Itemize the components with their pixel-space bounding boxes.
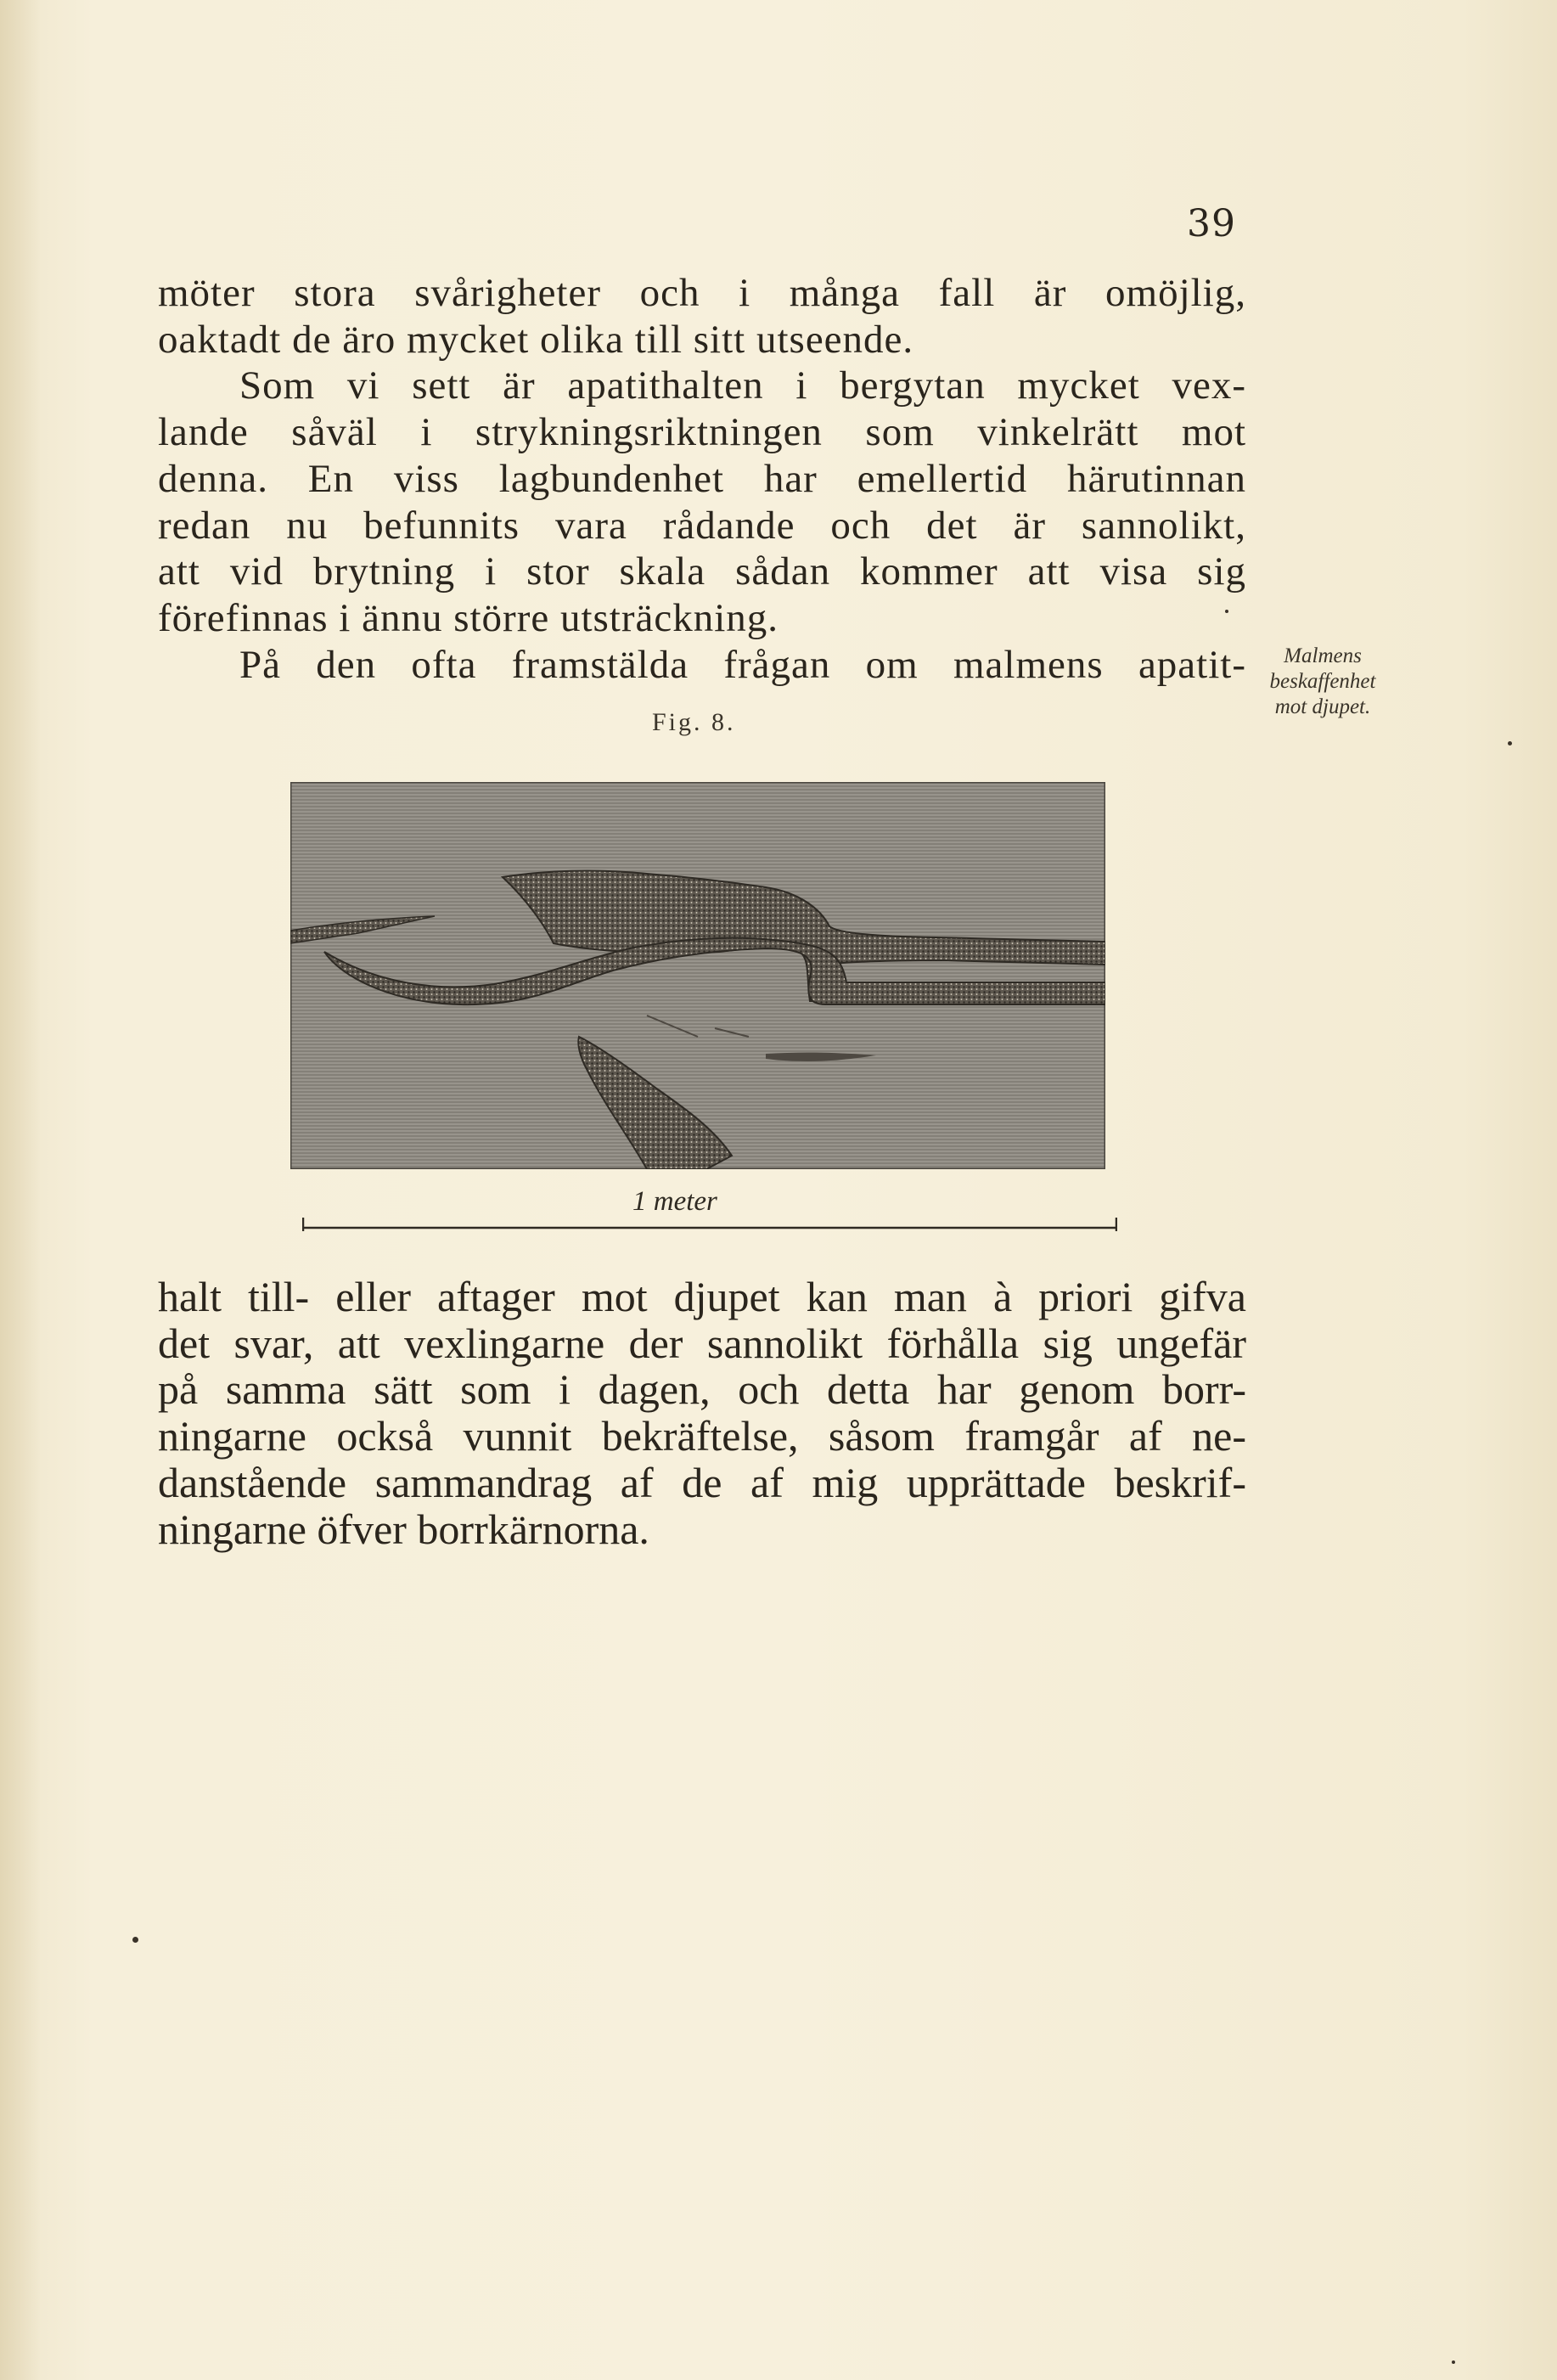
rock-face-figure <box>290 782 1105 1169</box>
text-line: ningarne också vunnit bekräftelse, såsom framgår af ne- <box>158 1412 1246 1460</box>
text-line: att vid brytning i stor skala sådan kommer att visa sig <box>158 549 1246 594</box>
margin-note <box>1244 644 1402 720</box>
page-left-edge-shadow <box>0 0 41 2380</box>
paragraph-top <box>158 270 1246 688</box>
rock-background <box>290 782 1105 1169</box>
scale-label: 1 meter <box>632 1186 717 1217</box>
text-line: ningarne öfver borrkärnorna. <box>158 1505 649 1553</box>
text-line: halt till- eller aftager mot djupet kan man à priori gifva <box>158 1273 1246 1320</box>
margin-note-line: mot djupet. <box>1274 695 1371 718</box>
paper-speck <box>1508 741 1512 746</box>
margin-note-line: beskaffenhet <box>1269 670 1376 693</box>
text-line: det svar, att vexlingarne der sannolikt förhålla sig ungefär <box>158 1319 1246 1367</box>
paragraph-bottom <box>158 1274 1246 1552</box>
text-line: Som vi sett är apatithalten i bergytan mycket vex- <box>239 363 1246 408</box>
text-line: lande såväl i strykningsriktningen som vinkelrätt mot <box>158 410 1246 455</box>
paper-speck <box>132 1937 138 1943</box>
page-number: 39 <box>1187 202 1236 245</box>
figure-caption: Fig. 8. <box>652 708 736 736</box>
text-line: På den ofta framstälda frågan om malmens apatit- <box>239 642 1246 687</box>
paper-speck <box>1452 2360 1455 2364</box>
text-line: möter stora svårigheter och i många fall är omöjlig, <box>158 271 1246 315</box>
text-line: redan nu befunnits vara rådande och det är sannolikt, <box>158 503 1246 548</box>
text-line: på samma sätt som i dagen, och detta har genom borr- <box>158 1365 1246 1414</box>
text-line: denna. En viss lagbundenhet har emellertid härutinnan <box>158 456 1246 501</box>
paper-speck <box>1225 610 1228 613</box>
margin-note-line: Malmens <box>1284 644 1362 667</box>
text-line: förefinnas i ännu större utsträckning. <box>158 595 779 640</box>
text-line: oaktadt de äro mycket olika till sitt utseende. <box>158 317 914 362</box>
text-line: danstående sammandrag af de af mig upprättade beskrif- <box>158 1458 1246 1506</box>
